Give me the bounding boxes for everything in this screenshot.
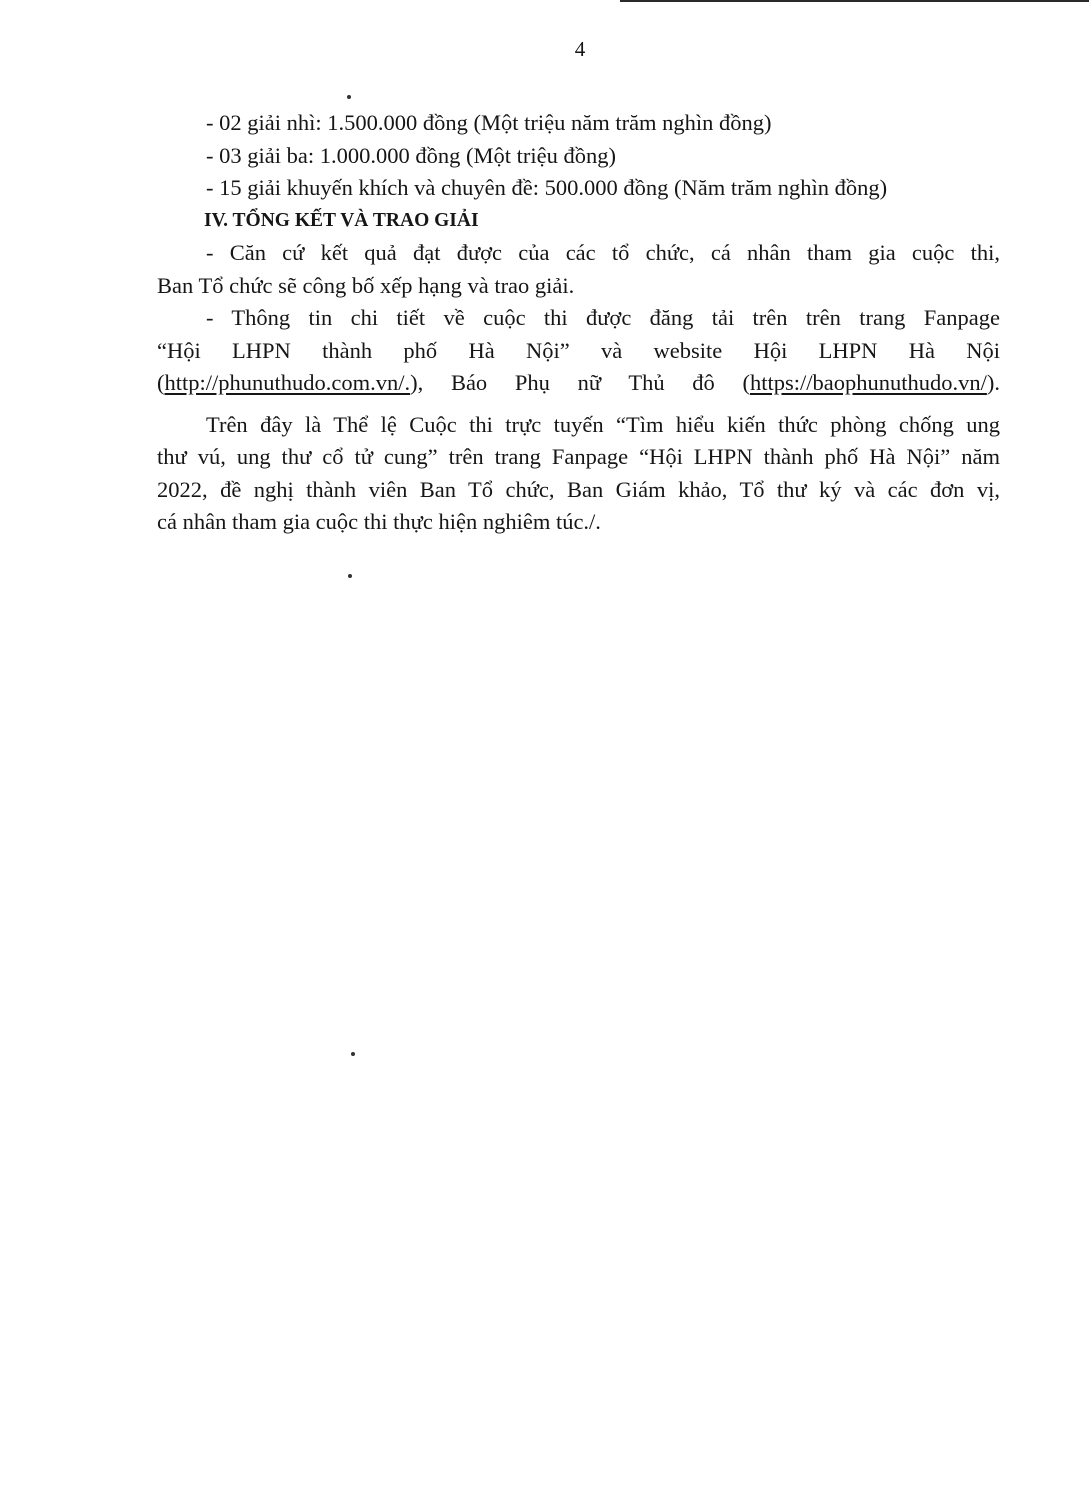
info-open-paren: ( xyxy=(157,370,165,395)
info-close-paren: ). xyxy=(986,370,1000,395)
prize-line-third: - 03 giải ba: 1.000.000 đồng (Một triệu đồng) xyxy=(206,142,616,168)
prize-line-encouragement: - 15 giải khuyến khích và chuyên đề: 500.000 đồng (Năm trăm nghìn đồng) xyxy=(206,175,888,200)
website-link[interactable]: http://phunuthudo.com.vn/. xyxy=(164,370,411,395)
scan-speck xyxy=(347,95,351,99)
info-newspaper-text: ), Báo Phụ nữ Thủ đô ( xyxy=(410,370,750,395)
results-paragraph-line-1: - Căn cứ kết quả đạt được của các tổ chức, cá nhân tham gia cuộc thi, xyxy=(206,240,1000,265)
closing-paragraph-line-4: cá nhân tham gia cuộc thi thực hiện nghiêm túc./. xyxy=(157,509,601,534)
info-paragraph-line-2: “Hội LHPN thành phố Hà Nội” và website Hội LHPN Hà Nội xyxy=(157,337,1000,363)
section-heading: IV. TỔNG KẾT VÀ TRAO GIẢI xyxy=(204,209,479,231)
page-number: 4 xyxy=(574,37,586,61)
paragraph-gap xyxy=(157,400,1000,409)
closing-paragraph-line-2: thư vú, ung thư cổ tử cung” trên trang Fanpage “Hội LHPN thành phố Hà Nội” năm xyxy=(157,444,1000,469)
prize-line-second: - 02 giải nhì: 1.500.000 đồng (Một triệu năm trăm nghìn đồng) xyxy=(206,110,772,135)
closing-paragraph-line-3: 2022, đề nghị thành viên Ban Tổ chức, Ban Giám khảo, Tổ thư ký và các đơn vị, xyxy=(157,476,1000,502)
scan-speck xyxy=(348,574,352,578)
newspaper-link[interactable]: https://baophunuthudo.vn/ xyxy=(749,370,987,395)
info-paragraph-line-1: - Thông tin chi tiết về cuộc thi được đăng tải trên trên trang Fanpage xyxy=(206,305,1000,330)
scan-speck xyxy=(351,1052,355,1056)
document-body xyxy=(157,107,1000,539)
closing-paragraph-line-1: Trên đây là Thể lệ Cuộc thi trực tuyến “Tìm hiểu kiến thức phòng chống ung xyxy=(206,411,1000,437)
scan-top-edge-line xyxy=(620,0,1089,2)
results-paragraph-line-2: Ban Tổ chức sẽ công bố xếp hạng và trao giải. xyxy=(157,272,575,298)
info-paragraph-line-3 xyxy=(157,367,1000,400)
